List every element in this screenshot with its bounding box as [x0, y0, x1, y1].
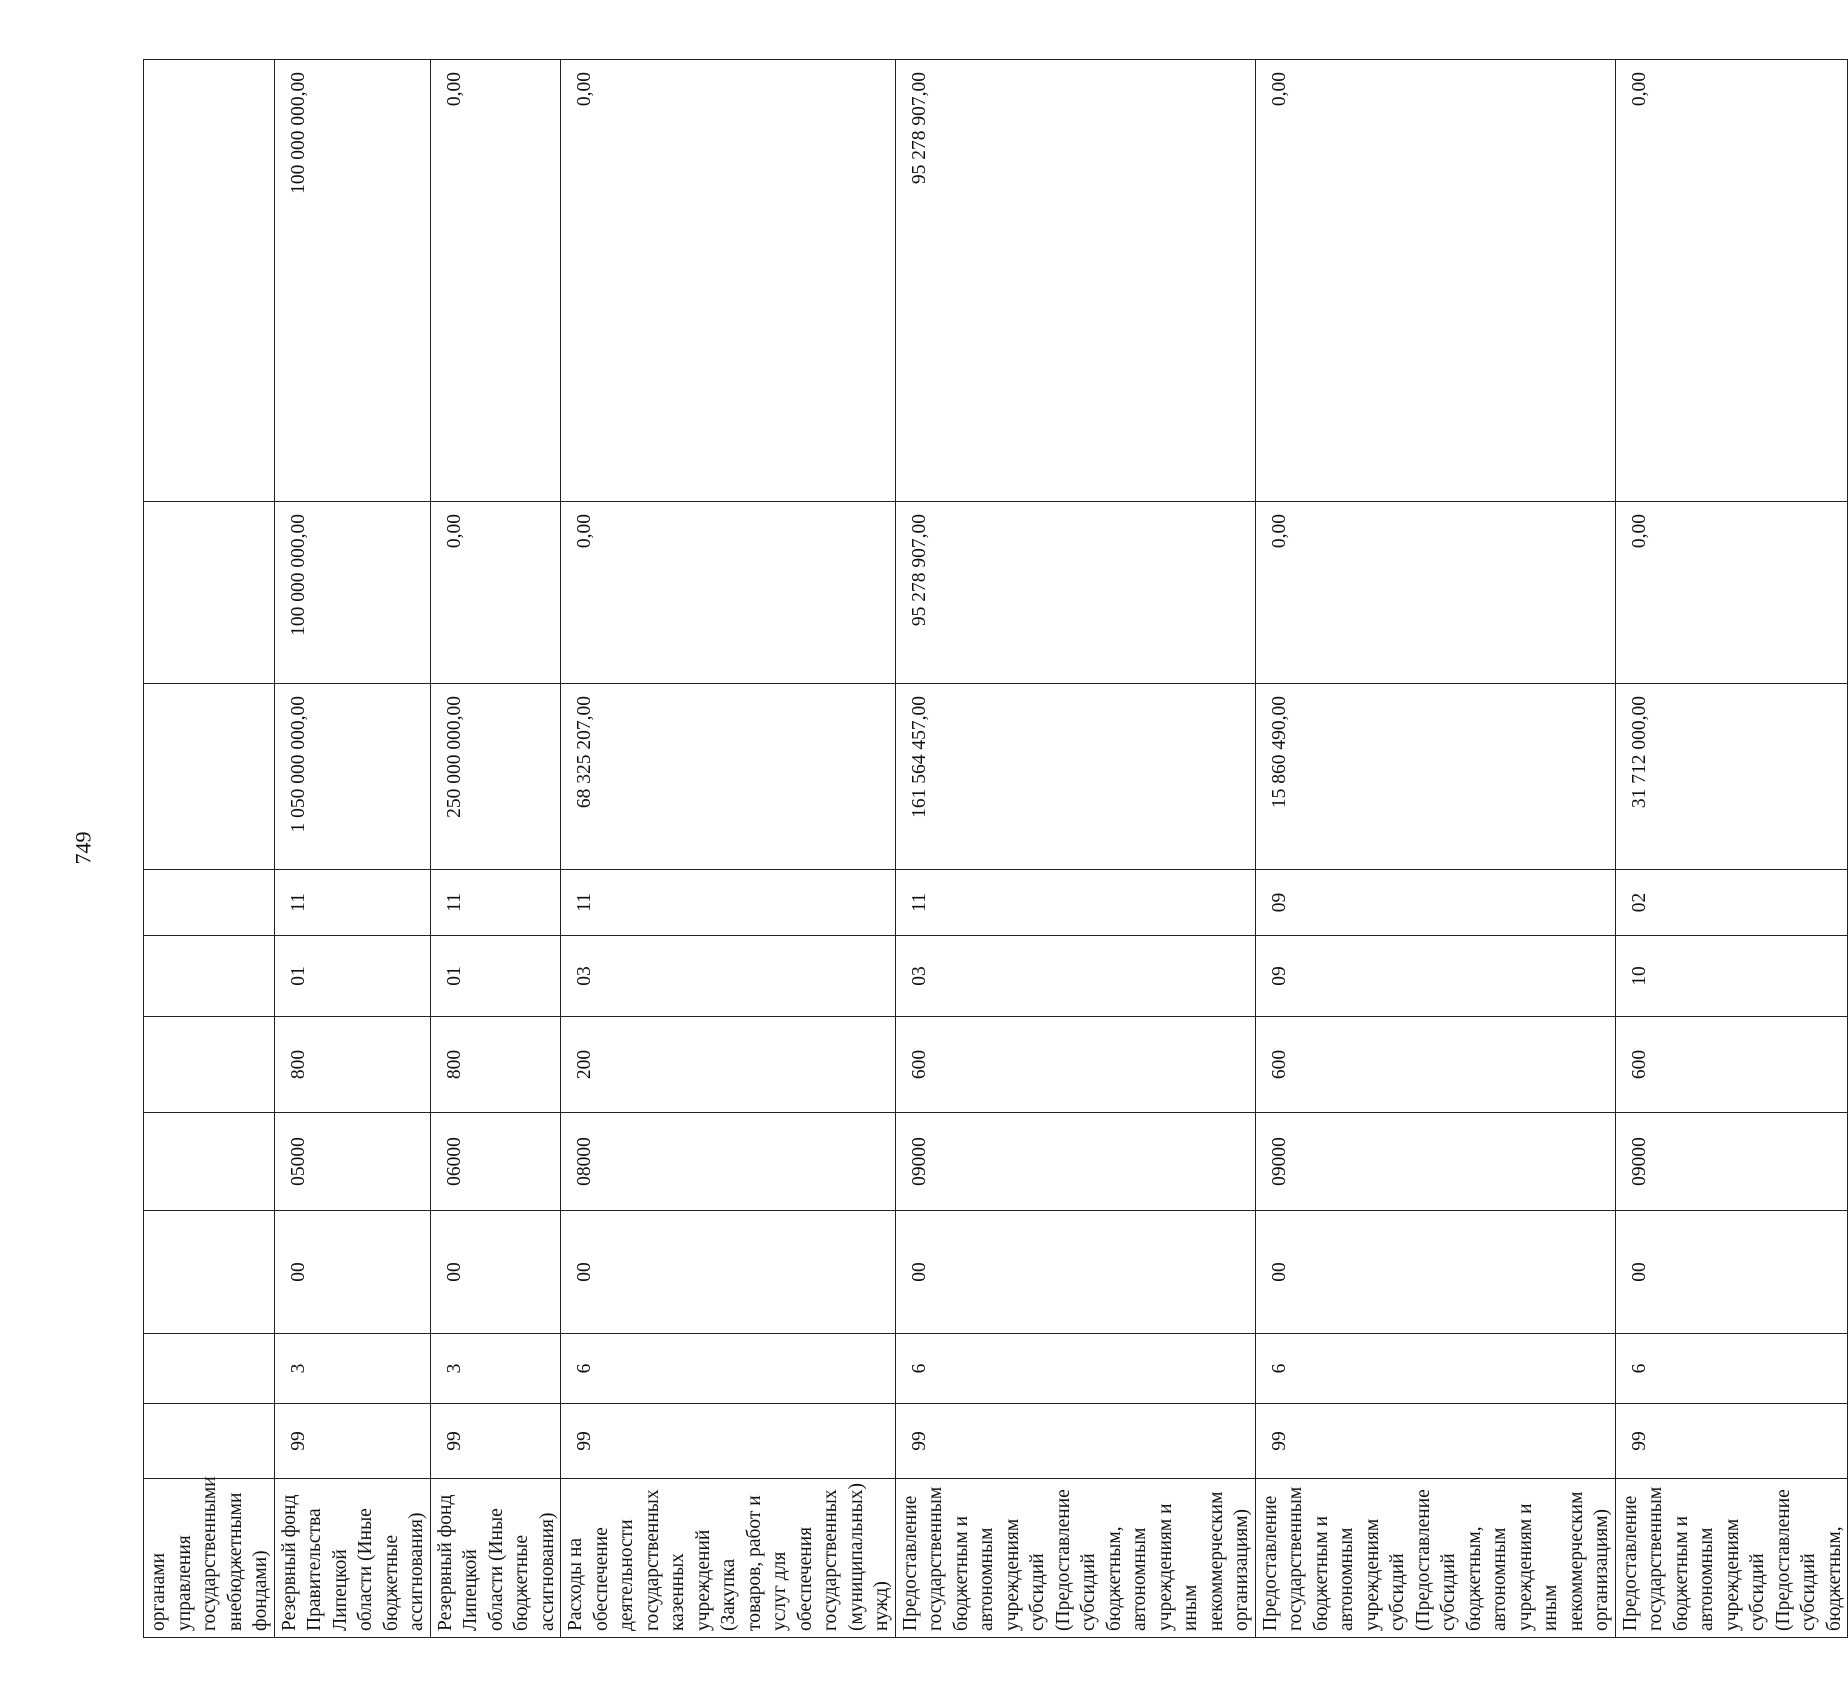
- cell-expense-type: 800: [430, 1017, 561, 1113]
- cell-amount-3: 95 278 907,00: [895, 60, 1255, 502]
- cell-direction: 06000: [430, 1113, 561, 1211]
- cell-direction: 05000: [274, 1113, 430, 1211]
- cell-expense-type: 600: [895, 1017, 1255, 1113]
- cell-section: 10: [1615, 936, 1848, 1017]
- cell-name: Предоставление государственным бюджетным и автономным учреждениям субсидий (Предоставление субсидий бюджетным, автономным учреждениям и иным некоммерческим организациям): [1255, 1479, 1615, 1638]
- cell-section: 03: [561, 936, 896, 1017]
- cell-section: [144, 936, 275, 1017]
- budget-table: [143, 59, 1848, 1638]
- cell-amount-3: [144, 60, 275, 502]
- cell-expense-type: [144, 1017, 275, 1113]
- cell-subprogram: 6: [1255, 1334, 1615, 1404]
- cell-section: 01: [430, 936, 561, 1017]
- cell-amount-1: 250 000 000,00: [430, 684, 561, 870]
- cell-name: Резервный фонд Правительства Липецкой области (Иные бюджетные ассигнования): [274, 1479, 430, 1638]
- table-body: [144, 60, 1848, 1638]
- cell-main-event: 00: [1615, 1211, 1848, 1334]
- cell-amount-2: [144, 502, 275, 684]
- cell-main-event: 00: [430, 1211, 561, 1334]
- cell-program: [144, 1404, 275, 1479]
- cell-amount-3: 0,00: [561, 60, 896, 502]
- cell-name: Резервный фонд Липецкой области (Иные бюджетные ассигнования): [430, 1479, 561, 1638]
- cell-amount-3: 0,00: [430, 60, 561, 502]
- cell-program: 99: [1255, 1404, 1615, 1479]
- cell-program: 99: [274, 1404, 430, 1479]
- cell-subsection: 11: [895, 870, 1255, 936]
- cell-subsection: 11: [561, 870, 896, 936]
- cell-direction: 09000: [895, 1113, 1255, 1211]
- cell-subprogram: 3: [430, 1334, 561, 1404]
- cell-amount-1: 68 325 207,00: [561, 684, 896, 870]
- cell-name: Расходы на обеспечение деятельности государственных казенных учреждений (Закупка товаров, работ и услуг для обеспечения государственных (муниципальных) нужд): [561, 1479, 896, 1638]
- cell-amount-2: 0,00: [561, 502, 896, 684]
- table-row: [1615, 60, 1848, 1638]
- table-row: [430, 60, 561, 1638]
- cell-subprogram: 6: [895, 1334, 1255, 1404]
- cell-subprogram: 6: [1615, 1334, 1848, 1404]
- cell-program: 99: [561, 1404, 896, 1479]
- cell-amount-2: 0,00: [1615, 502, 1848, 684]
- cell-amount-1: 1 050 000 000,00: [274, 684, 430, 870]
- cell-main-event: 00: [274, 1211, 430, 1334]
- cell-direction: 09000: [1615, 1113, 1848, 1211]
- cell-subsection: [144, 870, 275, 936]
- cell-direction: 08000: [561, 1113, 896, 1211]
- cell-name: органами управления государственными внебюджетными фондами): [144, 1479, 275, 1638]
- cell-amount-3: 0,00: [1615, 60, 1848, 502]
- cell-amount-3: 0,00: [1255, 60, 1615, 502]
- cell-subsection: 11: [274, 870, 430, 936]
- cell-subsection: 09: [1255, 870, 1615, 936]
- cell-program: 99: [1615, 1404, 1848, 1479]
- budget-table-rotated: [143, 60, 1845, 1638]
- cell-program: 99: [895, 1404, 1255, 1479]
- cell-amount-2: 100 000 000,00: [274, 502, 430, 684]
- cell-section: 01: [274, 936, 430, 1017]
- cell-main-event: [144, 1211, 275, 1334]
- table-row: [895, 60, 1255, 1638]
- cell-direction: [144, 1113, 275, 1211]
- cell-expense-type: 200: [561, 1017, 896, 1113]
- page-number: [70, 818, 96, 878]
- cell-main-event: 00: [561, 1211, 896, 1334]
- cell-amount-1: 15 860 490,00: [1255, 684, 1615, 870]
- cell-amount-1: 161 564 457,00: [895, 684, 1255, 870]
- table-row: [1255, 60, 1615, 1638]
- cell-subprogram: 3: [274, 1334, 430, 1404]
- table-row: [144, 60, 275, 1638]
- table-row: [561, 60, 896, 1638]
- cell-expense-type: 800: [274, 1017, 430, 1113]
- cell-expense-type: 600: [1615, 1017, 1848, 1113]
- cell-subsection: 02: [1615, 870, 1848, 936]
- cell-subsection: 11: [430, 870, 561, 936]
- page-number-text: 749: [70, 831, 95, 865]
- cell-name: Предоставление государственным бюджетным и автономным учреждениям субсидий (Предоставление субсидий бюджетным, автономным учреждениям и иным некоммерческим организациям): [895, 1479, 1255, 1638]
- cell-amount-2: 0,00: [430, 502, 561, 684]
- cell-section: 09: [1255, 936, 1615, 1017]
- cell-program: 99: [430, 1404, 561, 1479]
- cell-direction: 09000: [1255, 1113, 1615, 1211]
- cell-amount-2: 95 278 907,00: [895, 502, 1255, 684]
- cell-name: Предоставление государственным бюджетным и автономным учреждениям субсидий (Предоставление субсидий бюджетным,: [1615, 1479, 1848, 1638]
- cell-amount-1: 31 712 000,00: [1615, 684, 1848, 870]
- cell-amount-1: [144, 684, 275, 870]
- cell-amount-2: 0,00: [1255, 502, 1615, 684]
- cell-expense-type: 600: [1255, 1017, 1615, 1113]
- cell-subprogram: [144, 1334, 275, 1404]
- table-row: [274, 60, 430, 1638]
- cell-amount-3: 100 000 000,00: [274, 60, 430, 502]
- cell-main-event: 00: [895, 1211, 1255, 1334]
- cell-section: 03: [895, 936, 1255, 1017]
- cell-subprogram: 6: [561, 1334, 896, 1404]
- cell-main-event: 00: [1255, 1211, 1615, 1334]
